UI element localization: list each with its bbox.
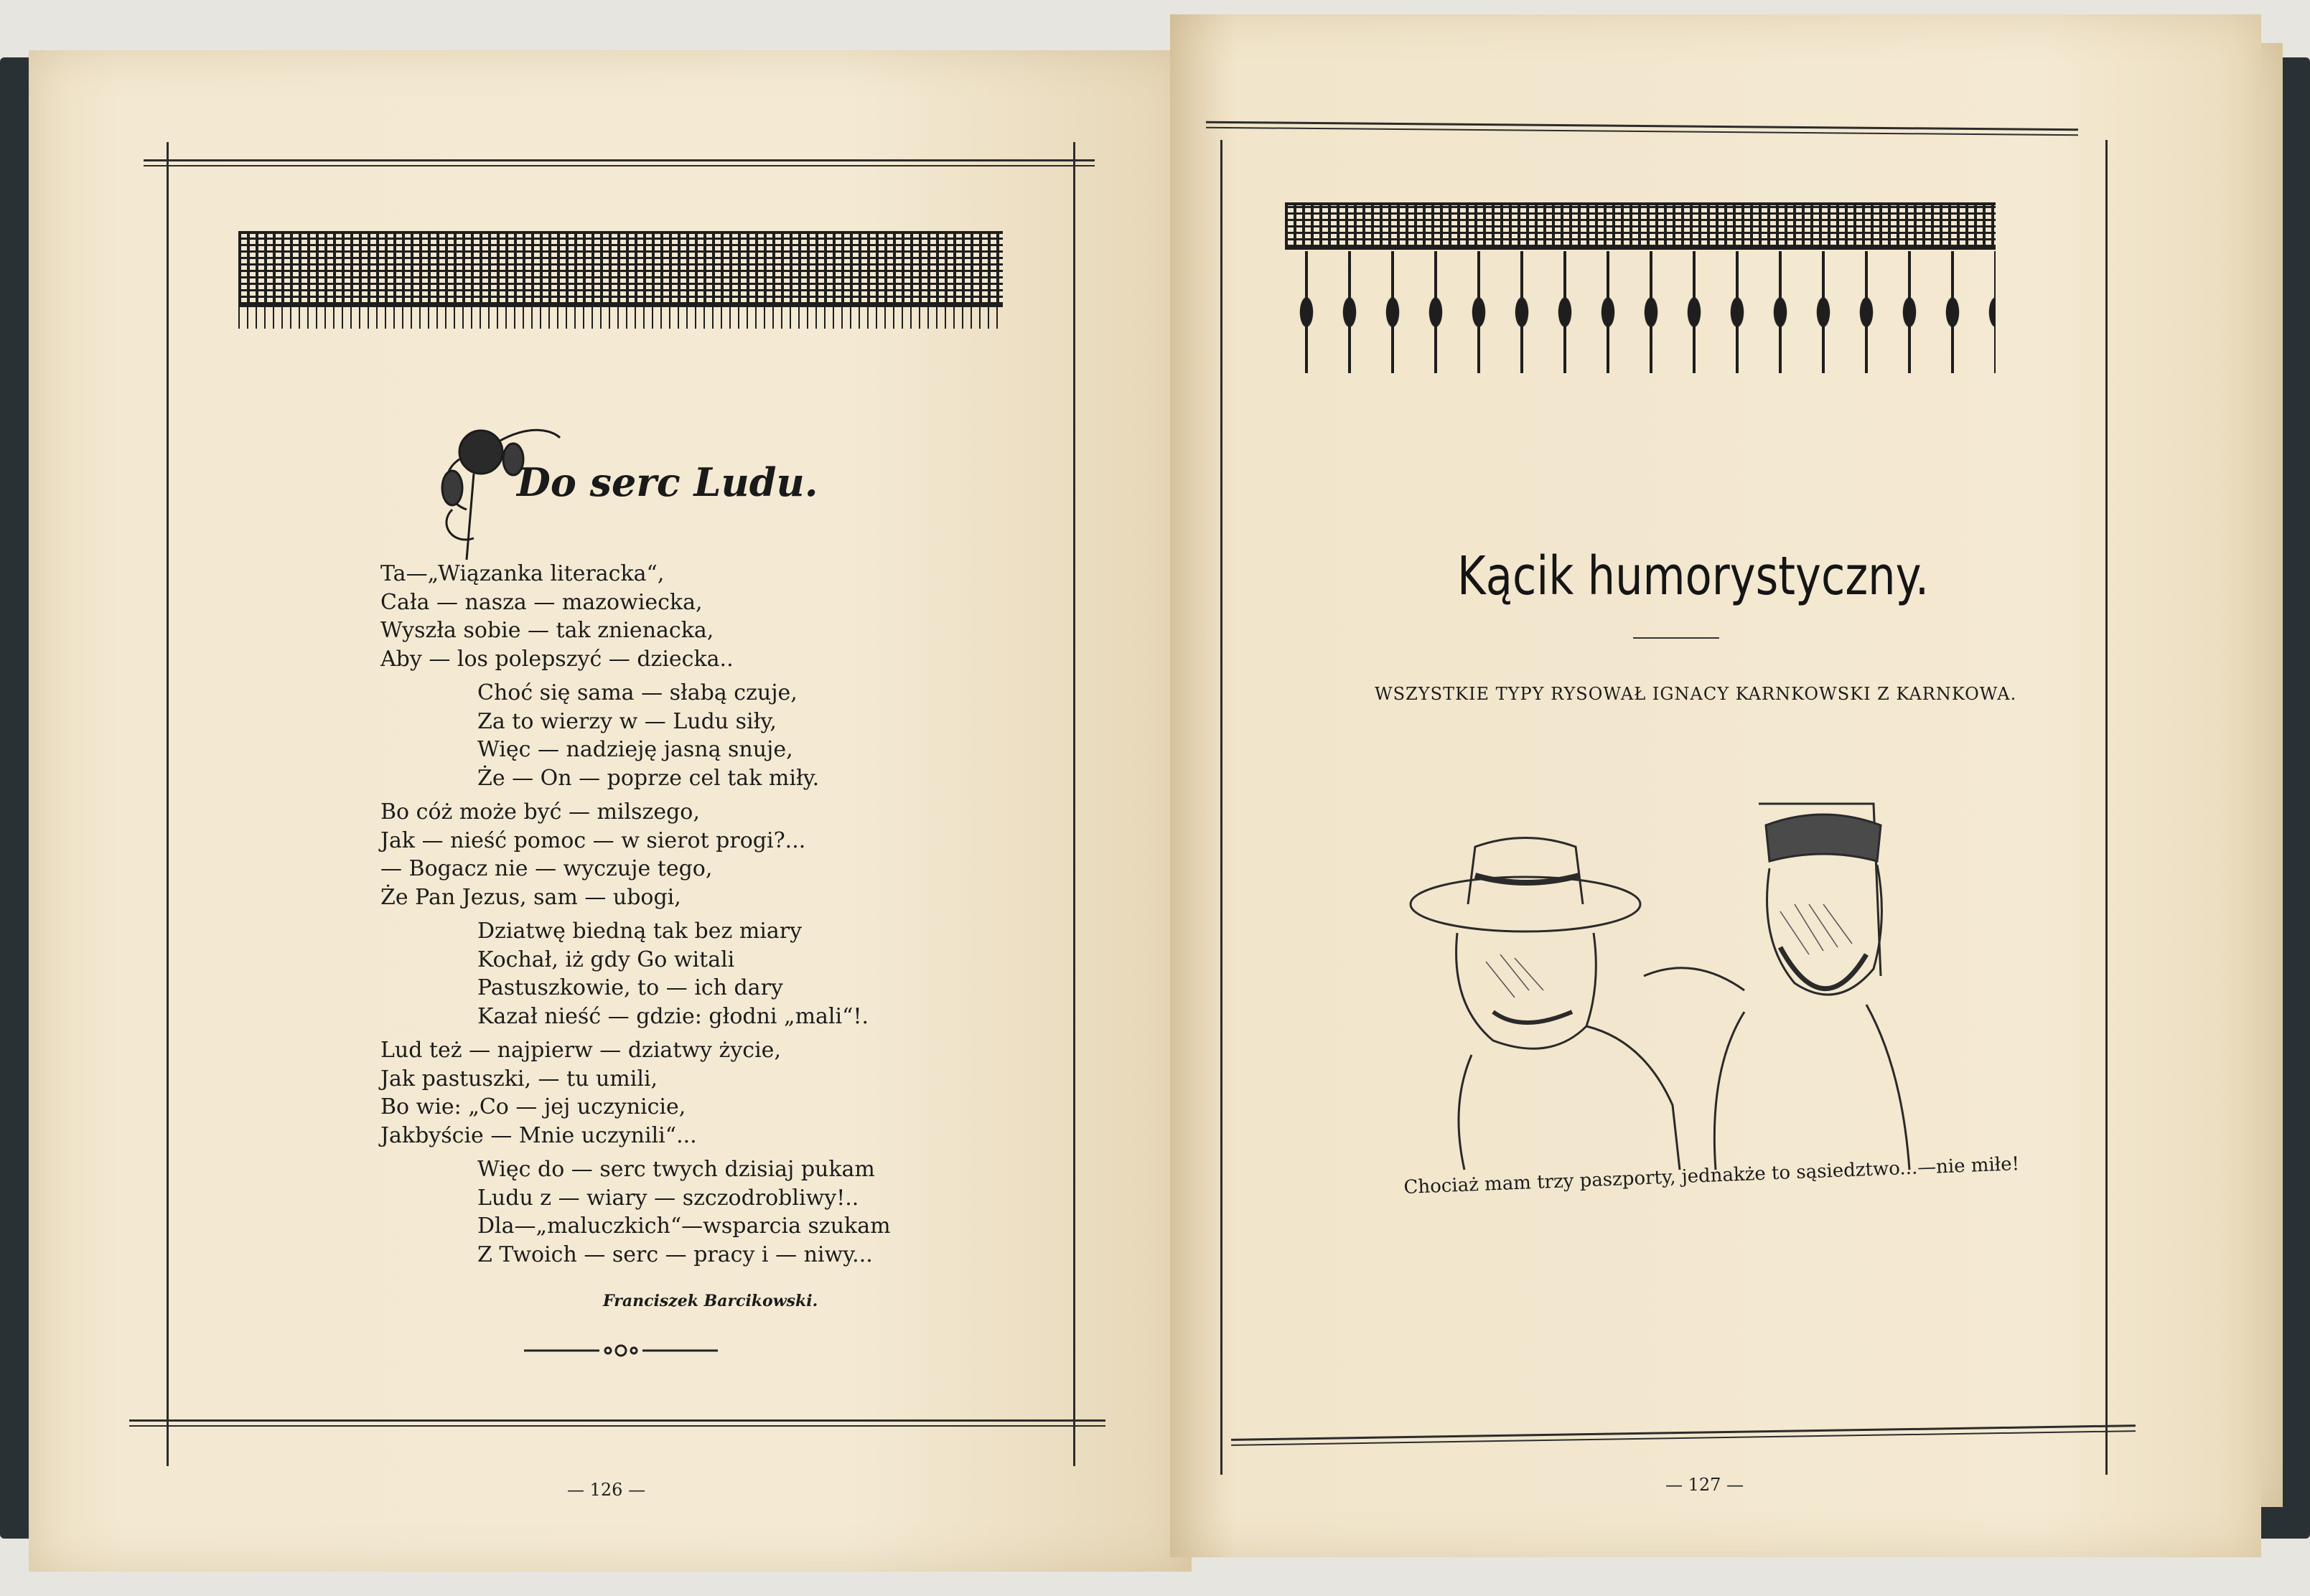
poem-stanza [380, 1036, 926, 1150]
poem-line: Bo wie: „Co — jej uczynicie, [380, 1094, 686, 1119]
section-title: Kącik humorystyczny. [1457, 545, 1930, 607]
two-men-sketch-illustration [1407, 797, 1924, 1184]
poem-line: Aby — los polepszyć — dziecka.. [380, 646, 734, 672]
poem-line: Choć się sama — słabą czuje, [477, 680, 798, 705]
poem-line: Jakbyście — Mnie uczynili“... [380, 1122, 697, 1148]
right-page-number: — 127 — [1665, 1475, 1744, 1495]
poem-stanza [380, 798, 926, 911]
header-ornament [238, 231, 1003, 307]
title-divider [1633, 637, 1719, 639]
illustration-caption: Chociaż mam trzy paszporty, jednakże to sąsiedztwo...—nie miłe! [1403, 1153, 2020, 1198]
poem-line: Pastuszkowie, to — ich dary [477, 975, 783, 1000]
poem-line: Dziatwę biedną tak bez miary [477, 919, 803, 944]
header-ornament [1285, 202, 1996, 250]
leaf-ornament-band [1285, 251, 1996, 373]
poem-line: Z Twoich — serc — pracy i — niwy... [477, 1241, 873, 1267]
poem-line: Więc — nadzieję jasną snuje, [477, 737, 793, 762]
poem-line: Że Pan Jezus, sam — ubogi, [380, 884, 681, 910]
poem-line: Jak pastuszki, — tu umili, [380, 1066, 658, 1092]
poem-line: — Bogacz nie — wyczuje tego, [380, 856, 713, 881]
poem-stanza [380, 560, 926, 673]
poem-line: Cała — nasza — mazowiecka, [380, 589, 703, 615]
poem-line: Kazał nieść — gdzie: głodni „mali“!. [477, 1003, 869, 1029]
poem-line: Za to wierzy w — Ludu siły, [477, 708, 777, 734]
poem-line: Wyszła sobie — tak znienacka, [380, 618, 714, 643]
poem-line: Kochał, iż gdy Go witali [477, 947, 735, 972]
poem-signature: Franciszek Barcikowski. [603, 1292, 818, 1310]
closing-ornament-icon [520, 1342, 721, 1359]
poem-body [380, 560, 926, 1275]
poem-line: Że — On — poprze cel tak miły. [477, 765, 820, 791]
poem-line: Dla—„maluczkich“—wsparcia szukam [477, 1214, 891, 1239]
poem-line: Jak — nieść pomoc — w sierot progi?... [380, 827, 806, 853]
poem-line: Ta—„Wiązanka literacka“, [380, 561, 665, 586]
poem-stanza [380, 1155, 926, 1269]
poem-title: Do serc Ludu. [517, 459, 818, 505]
poem-line: Ludu z — wiary — szczodrobliwy!.. [477, 1185, 859, 1211]
left-page-number: — 126 — [567, 1480, 646, 1500]
header-ornament-fringe [238, 304, 1003, 329]
poem-stanza [380, 679, 926, 792]
poem-stanza [380, 917, 926, 1031]
illustrator-credit: WSZYSTKIE TYPY RYSOWAŁ IGNACY KARNKOWSKI Z KARNKOWA. [1375, 684, 2017, 704]
poem-line: Więc do — serc twych dzisiaj pukam [477, 1157, 875, 1182]
poem-line: Bo cóż może być — milszego, [380, 799, 700, 825]
poem-line: Lud też — najpierw — dziatwy życie, [380, 1038, 781, 1063]
